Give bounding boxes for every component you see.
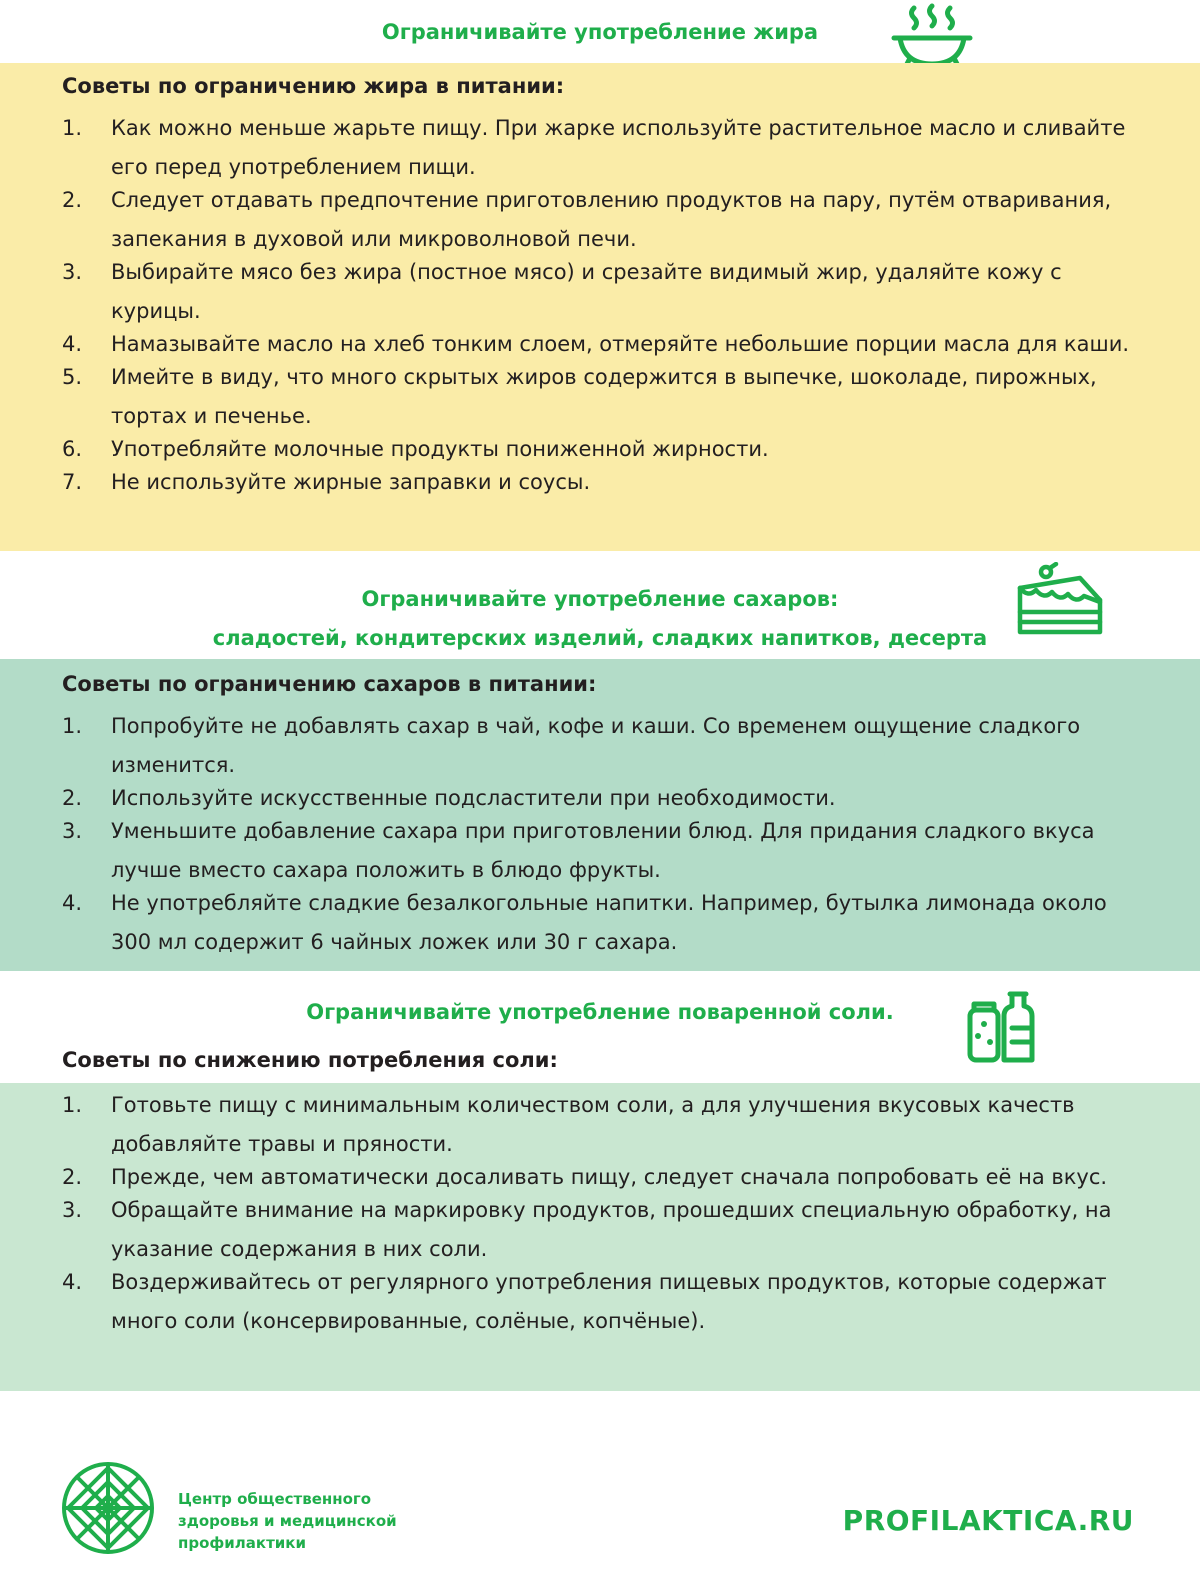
item-text: Уменьшите добавление сахара при приготовлении блюд. Для придания сладкого вкуса лучше вместо сахара положить в блюдо фрукты. bbox=[111, 819, 1095, 882]
item-text: Не употребляйте сладкие безалкогольные напитки. Например, бутылка лимонада около 300 мл содержит 6 чайных ложек или 30 г сахара. bbox=[111, 891, 1107, 954]
salt-subheading: Советы по снижению потребления соли: bbox=[62, 1048, 558, 1072]
item-text: Воздерживайтесь от регулярного употребления пищевых продуктов, которые содержат много соли (консервированные, солёные, копчёные). bbox=[111, 1270, 1107, 1333]
item-text: Не используйте жирные заправки и соусы. bbox=[111, 470, 591, 494]
list-item bbox=[0, 812, 1200, 890]
organization-name bbox=[178, 1488, 397, 1554]
list-item bbox=[0, 884, 1200, 962]
item-number: 7. bbox=[62, 470, 83, 494]
item-text: Имейте в виду, что много скрытых жиров содержится в выпечке, шоколаде, пирожных, тортах и печенье. bbox=[111, 365, 1097, 428]
list-item bbox=[0, 1086, 1200, 1164]
item-number: 4. bbox=[62, 891, 83, 915]
fat-section-heading bbox=[0, 20, 1200, 44]
org-name-line1: Центр общественного bbox=[178, 1490, 372, 1508]
item-text: Прежде, чем автоматически досаливать пищу, следует сначала попробовать её на вкус. bbox=[111, 1165, 1108, 1189]
item-number: 3. bbox=[62, 1198, 83, 1222]
fat-tips-list bbox=[0, 109, 1200, 496]
list-item bbox=[0, 109, 1200, 187]
list-item bbox=[0, 358, 1200, 436]
item-text: Намазывайте масло на хлеб тонким слоем, отмеряйте небольшие порции масла для каши. bbox=[111, 332, 1130, 356]
item-number: 6. bbox=[62, 437, 83, 461]
item-number: 1. bbox=[62, 714, 83, 738]
item-text: Используйте искусственные подсластители при необходимости. bbox=[111, 786, 836, 810]
org-name-line3: профилактики bbox=[178, 1534, 306, 1552]
website-link[interactable]: PROFILAKTICA.RU bbox=[842, 1504, 1134, 1537]
item-text: Обращайте внимание на маркировку продуктов, прошедших специальную обработку, на указание содержания в них соли. bbox=[111, 1198, 1112, 1261]
list-item bbox=[0, 181, 1200, 259]
org-name-line2: здоровья и медицинской bbox=[178, 1512, 397, 1530]
item-text: Как можно меньше жарьте пищу. При жарке используйте растительное масло и сливайте его перед употреблением пищи. bbox=[111, 116, 1126, 179]
item-number: 2. bbox=[62, 786, 83, 810]
cake-slice-icon bbox=[1012, 562, 1108, 642]
sugar-heading-line2: сладостей, кондитерских изделий, сладких напитков, десерта bbox=[212, 626, 988, 650]
list-item bbox=[0, 253, 1200, 331]
item-text: Выбирайте мясо без жира (постное мясо) и срезайте видимый жир, удаляйте кожу с курицы. bbox=[111, 260, 1062, 323]
item-number: 5. bbox=[62, 365, 83, 389]
list-item bbox=[0, 1263, 1200, 1341]
salt-heading-text: Ограничивайте употребление поваренной соли. bbox=[306, 1000, 894, 1024]
item-number: 2. bbox=[62, 188, 83, 212]
fat-heading-text: Ограничивайте употребление жира bbox=[381, 20, 819, 44]
item-number: 4. bbox=[62, 332, 83, 356]
center-logo-icon bbox=[60, 1460, 156, 1556]
salt-shaker-bottle-icon bbox=[964, 984, 1044, 1066]
fat-subheading: Советы по ограничению жира в питании: bbox=[62, 74, 565, 98]
salt-tips-list bbox=[0, 1086, 1200, 1335]
list-item bbox=[0, 463, 1200, 502]
item-number: 3. bbox=[62, 819, 83, 843]
item-number: 1. bbox=[62, 1093, 83, 1117]
sugar-tips-list bbox=[0, 707, 1200, 956]
item-number: 1. bbox=[62, 116, 83, 140]
item-text: Употребляйте молочные продукты пониженной жирности. bbox=[111, 437, 769, 461]
item-number: 4. bbox=[62, 1270, 83, 1294]
list-item bbox=[0, 707, 1200, 785]
item-number: 3. bbox=[62, 260, 83, 284]
item-text: Готовьте пищу с минимальным количеством соли, а для улучшения вкусовых качеств добавляйте травы и пряности. bbox=[111, 1093, 1075, 1156]
sugar-subheading: Советы по ограничению сахаров в питании: bbox=[62, 672, 597, 696]
item-text: Попробуйте не добавлять сахар в чай, кофе и каши. Со временем ощущение сладкого изменится. bbox=[111, 714, 1081, 777]
list-item bbox=[0, 1191, 1200, 1269]
item-number: 2. bbox=[62, 1165, 83, 1189]
sugar-heading-line1: Ограничивайте употребление сахаров: bbox=[361, 587, 839, 611]
item-text: Следует отдавать предпочтение приготовлению продуктов на пару, путём отваривания, запекания в духовой или микроволновой печи. bbox=[111, 188, 1112, 251]
